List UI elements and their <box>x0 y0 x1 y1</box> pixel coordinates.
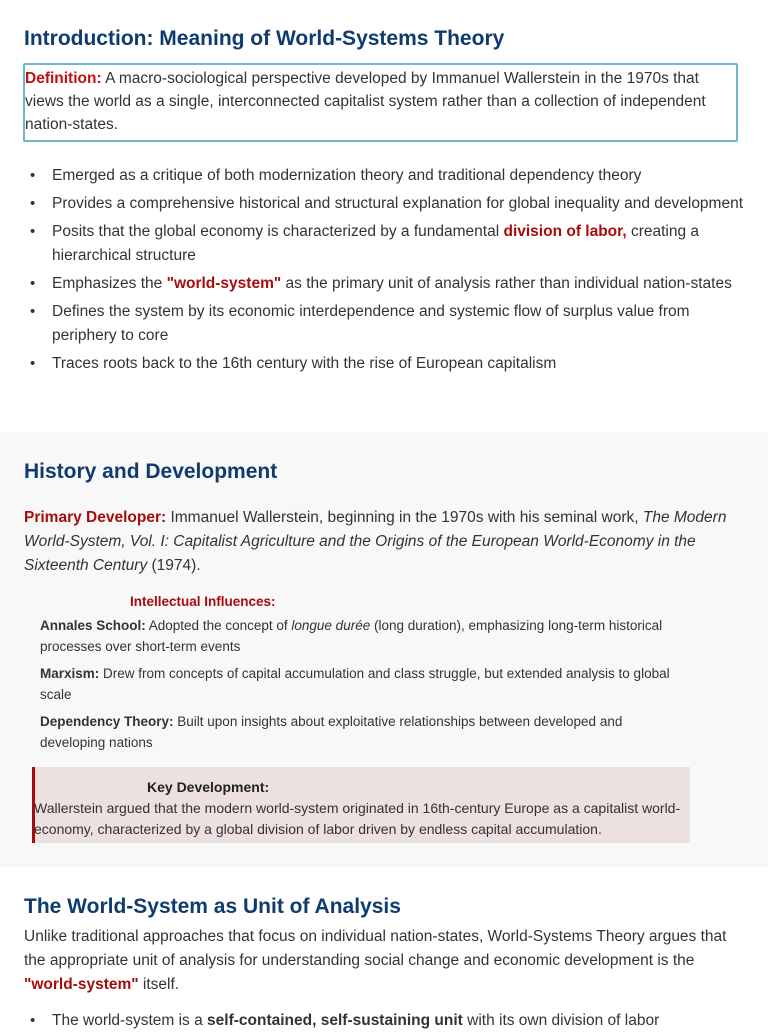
primary-developer-text: (1974). <box>147 557 201 574</box>
intro-bullet-list <box>24 164 744 376</box>
bullet-icon: • <box>30 1012 36 1029</box>
key-development-text: Wallerstein argued that the modern world-system originated in 16th-century Europe as a capitalist world-economy, characterized by a global division of labor driven by endless capital accumulation. <box>34 800 681 837</box>
influence-text: Drew from concepts of capital accumulation and class struggle, but extended analysis to global scale <box>40 666 670 702</box>
influence-label: Marxism: <box>40 666 100 681</box>
bullet-text: as the primary unit of analysis rather than individual nation-states <box>281 275 732 292</box>
list-item <box>24 352 744 376</box>
bullet-text: Emerged as a critique of both modernization theory and traditional dependency theory <box>52 167 642 184</box>
bullet-text: Provides a comprehensive historical and structural explanation for global inequality and development <box>52 195 744 212</box>
definition-text: A macro-sociological perspective developed by Immanuel Wallerstein in the 1970s that views the world as a single, interconnected capitalist system rather than a collection of independent nation-states. <box>25 70 706 133</box>
unit-section <box>0 867 768 1029</box>
influence-text: (long duration), emphasizing long-term historical processes over short-term events <box>40 618 663 654</box>
influence-label: Annales School: <box>40 618 146 633</box>
influence-term: longue durée <box>291 618 371 633</box>
influence-text: Adopted the concept of <box>145 618 292 633</box>
bullet-icon: • <box>30 195 36 212</box>
history-section <box>0 432 768 867</box>
bullet-icon: • <box>30 223 36 240</box>
list-item <box>24 164 744 188</box>
primary-developer-text: Immanuel Wallerstein, beginning in the 1970s with his seminal work, <box>166 509 643 526</box>
unit-intro-emphasis: "world-system" <box>24 976 139 993</box>
intro-section <box>0 0 768 432</box>
key-development-box <box>32 767 690 843</box>
unit-title: The World-System as Unit of Analysis <box>24 895 401 918</box>
key-development-title: Key Development: <box>147 779 270 795</box>
definition-label: Definition: <box>25 70 102 87</box>
influence-dependency <box>40 711 680 753</box>
bullet-emphasis: division of labor, <box>503 223 627 240</box>
primary-developer-label: Primary Developer: <box>24 509 167 526</box>
bullet-text: Defines the system by its economic interdependence and systemic flow of surplus value from periphery to core <box>52 303 690 344</box>
list-item <box>24 300 744 348</box>
bullet-icon: • <box>30 275 36 292</box>
bullet-text: Emphasizes the <box>52 275 167 292</box>
bullet-text: creating a hierarchical structure <box>52 223 700 264</box>
bullet-icon: • <box>30 355 36 372</box>
bullet-icon: • <box>30 167 36 184</box>
unit-bullet-list <box>24 1009 744 1033</box>
list-item <box>24 192 744 216</box>
bullet-text: with its own division of labor <box>462 1012 660 1029</box>
history-title: History and Development <box>24 460 278 483</box>
list-item <box>24 272 744 296</box>
definition-box <box>23 63 738 142</box>
bullet-emphasis: "world-system" <box>166 275 282 292</box>
list-item <box>24 1009 744 1033</box>
bullet-text: Traces roots back to the 16th century with the rise of European capitalism <box>52 355 557 372</box>
bullet-icon: • <box>30 303 36 320</box>
bullet-text: The world-system is a <box>52 1012 208 1029</box>
bullet-text: Posits that the global economy is characterized by a fundamental <box>52 223 504 240</box>
influence-label: Dependency Theory: <box>40 714 174 729</box>
bullet-emphasis: self-contained, self-sustaining unit <box>207 1012 463 1029</box>
influence-marxism <box>40 663 680 705</box>
primary-work-title: The Modern World-System, Vol. I: Capitalist Agriculture and the Origins of the European World-Economy in the Sixteenth Century <box>24 509 727 574</box>
influence-annales <box>40 615 680 657</box>
intro-title: Introduction: Meaning of World-Systems Theory <box>24 27 505 50</box>
unit-intro <box>24 925 746 997</box>
unit-intro-text: Unlike traditional approaches that focus on individual nation-states, World-Systems Theory argues that the appropriate unit of analysis for understanding social change and economic development is the <box>24 928 727 969</box>
primary-developer <box>24 506 744 578</box>
list-item <box>24 220 744 268</box>
influence-text: Built upon insights about exploitative relationships between developed and developing nations <box>40 714 623 750</box>
influences-title: Intellectual Influences: <box>130 594 276 609</box>
unit-intro-text: itself. <box>138 976 180 993</box>
